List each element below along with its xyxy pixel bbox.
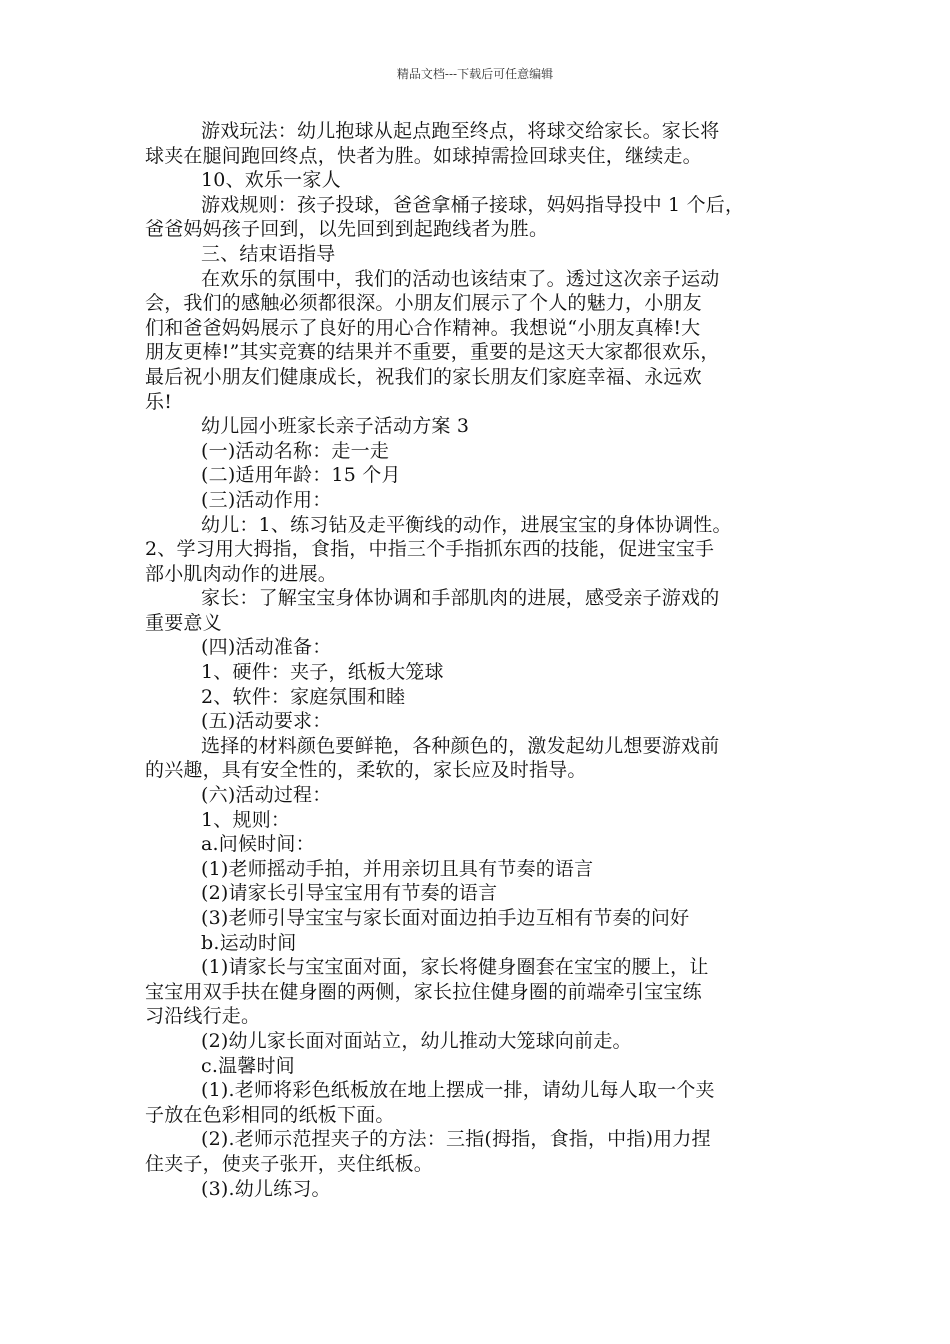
document-body: [145, 119, 821, 1201]
text-line: 球夹在腿间跑回终点，快者为胜。如球掉需捡回球夹住，继续走。: [145, 144, 702, 167]
text-line: (3).幼儿练习。: [201, 1177, 331, 1200]
text-line: 乐!: [145, 390, 173, 413]
text-line: (六)活动过程：: [201, 784, 332, 807]
text-line: (2)幼儿家长面对面站立，幼儿推动大笼球向前走。: [201, 1029, 632, 1052]
text-line: 会，我们的感触必须都很深。小朋友们展示了个人的魅力，小朋友: [145, 292, 702, 315]
text-line: 游戏规则：孩子投球，爸爸拿桶子接球，妈妈指导投中 1 个后，: [201, 193, 745, 216]
text-line: 10、欢乐一家人: [201, 169, 341, 192]
text-line: 1、硬件：夹子，纸板大笼球: [201, 661, 444, 684]
text-line: 在欢乐的氛围中，我们的活动也该结束了。透过这次亲子运动: [201, 267, 720, 290]
text-line: b.运动时间: [201, 931, 297, 954]
text-line: 家长：了解宝宝身体协调和手部肌肉的进展，感受亲子游戏的: [201, 587, 720, 610]
text-line: 朋友更棒!”其实竞赛的结果并不重要，重要的是这天大家都很欢乐，: [145, 341, 720, 364]
text-line: 们和爸爸妈妈展示了良好的用心合作精神。我想说“小朋友真棒!大: [145, 316, 701, 339]
text-line: 1、规则：: [201, 808, 291, 831]
text-line: a.问候时间：: [201, 833, 315, 856]
text-line: (1)老师摇动手拍，并用亲切且具有节奏的语言: [201, 857, 594, 880]
text-line: 的兴趣，具有安全性的，柔软的，家长应及时指导。: [145, 759, 587, 782]
text-line: c.温馨时间: [201, 1054, 295, 1077]
page-header: 精品文档---下载后可任意编辑: [396, 67, 554, 81]
text-line: (五)活动要求：: [201, 710, 332, 733]
text-line: 游戏玩法：幼儿抱球从起点跑至终点，将球交给家长。家长将: [201, 120, 720, 142]
text-line: (一)活动名称：走一走: [201, 439, 390, 462]
text-line: 三、结束语指导: [201, 242, 336, 265]
text-line: 部小肌肉动作的进展。: [145, 562, 338, 585]
text-line: 爸爸妈妈孩子回到，以先回到到起跑线者为胜。: [145, 218, 549, 241]
text-line: 子放在色彩相同的纸板下面。: [145, 1103, 395, 1126]
text-line: 2、软件：家庭氛围和睦: [201, 685, 406, 708]
text-line: (3)老师引导宝宝与家长面对面边拍手边互相有节奏的问好: [201, 907, 690, 929]
text-line: 2、学习用大拇指，食指，中指三个手指抓东西的技能，促进宝宝手: [145, 538, 715, 561]
text-line: (三)活动作用：: [201, 488, 332, 511]
text-line: (四)活动准备：: [201, 636, 332, 659]
text-line: 住夹子，使夹子张开，夹住纸板。: [145, 1152, 434, 1175]
text-line: (1).老师将彩色纸板放在地上摆成一排，请幼儿每人取一个夹: [201, 1079, 715, 1102]
text-line: 最后祝小朋友们健康成长，祝我们的家长朋友们家庭幸福、永远欢: [145, 365, 702, 388]
text-line: 习沿线行走。: [145, 1005, 261, 1028]
text-line: 重要意义: [145, 611, 222, 634]
text-line: (二)适用年龄：15 个月: [201, 464, 401, 487]
text-line: (2)请家长引导宝宝用有节奏的语言: [201, 882, 498, 905]
text-line: (2).老师示范捏夹子的方法：三指(拇指，食指，中指)用力捏: [201, 1128, 711, 1151]
text-line: 幼儿：1、练习钻及走平衡线的动作，进展宝宝的身体协调性。: [201, 513, 732, 536]
text-line: 宝宝用双手扶在健身圈的两侧，家长拉住健身圈的前端牵引宝宝练: [145, 980, 702, 1003]
text-line: 幼儿园小班家长亲子活动方案 3: [201, 415, 470, 438]
text-line: 选择的材料颜色要鲜艳，各种颜色的，激发起幼儿想要游戏前: [201, 734, 720, 757]
text-line: (1)请家长与宝宝面对面，家长将健身圈套在宝宝的腰上，让: [201, 956, 709, 979]
